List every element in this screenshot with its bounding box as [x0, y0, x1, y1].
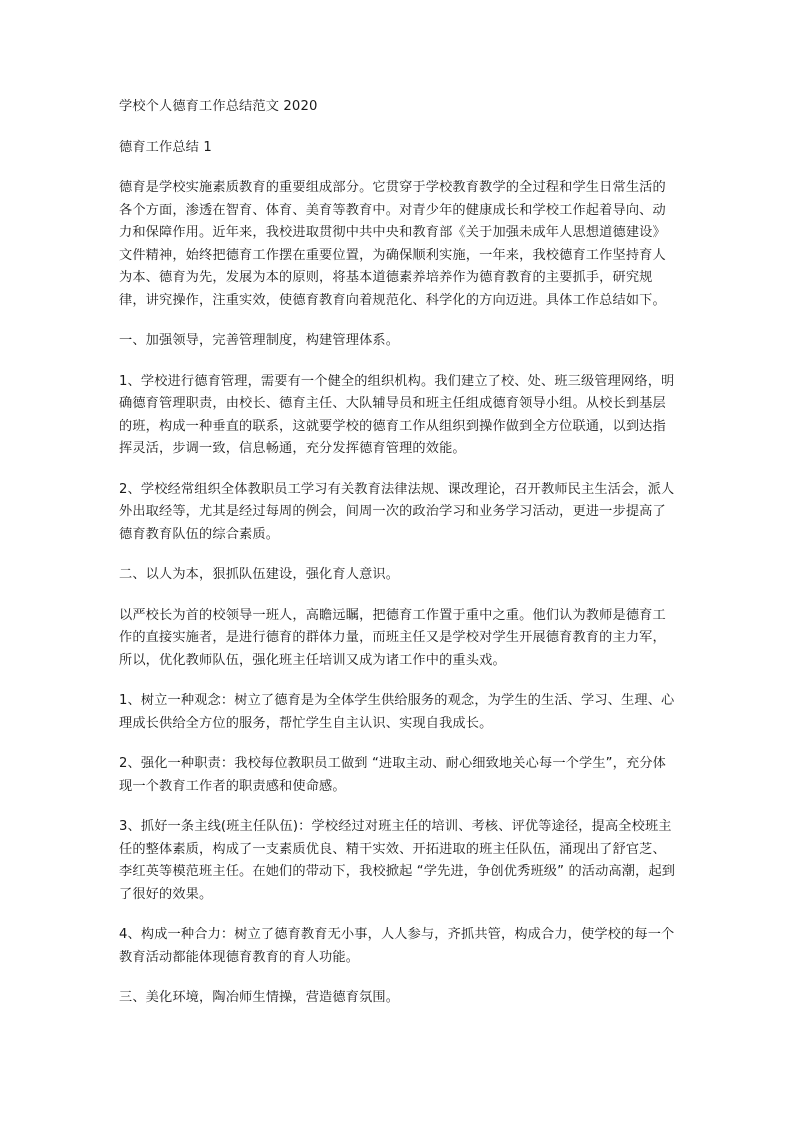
paragraph-2-1: 1、树立一种观念：树立了德育是为全体学生供给服务的观念，为学生的生活、学习、生理、心理成长供给全方位的服务，帮忙学生自主认识、实现自我成长。 [119, 693, 675, 731]
paragraph-2-3: 3、抓好一条主线(班主任队伍)：学校经过对班主任的培训、考核、评优等途径，提高全校班主任的整体素质，构成了一支素质优良、精干实效、开拓进取的班主任队伍，涌现出了舒官芝、李红英等模范班主任。在她们的带动下，我校掀起 “学先进，争创优秀班级” 的活动高潮，起到了很好的效果。 [119, 819, 676, 902]
document-title: 学校个人德育工作总结范文 2020 [119, 99, 318, 114]
section-heading-1: 一、加强领导，完善管理制度，构建管理体系。 [119, 333, 400, 348]
section-heading-3: 三、美化环境，陶冶师生情操，营造德育氛围。 [119, 990, 400, 1005]
paragraph-2-intro: 以严校长为首的校领导一班人，高瞻远瞩，把德育工作置于重中之重。他们认为教师是德育工作的直接实施者，是进行德育的群体力量，而班主任又是学校对学生开展德育教育的主力军，所以，优化教师队伍，强化班主任培训又成为诸工作中的重头戏。 [119, 607, 666, 668]
paragraph-1-1: 1、学校进行德育管理，需要有一个健全的组织机构。我们建立了校、处、班三级管理网络，明确德育管理职责，由校长、德育主任、大队辅导员和班主任组成德育领导小组。从校长到基层的班，构成一种垂直的联系，这就要学校的德育工作从组织到操作做到全方位联通，以到达指挥灵活，步调一致，信息畅通，充分发挥德育管理的效能。 [119, 373, 675, 456]
paragraph-1-2: 2、学校经常组织全体教职员工学习有关教育法律法规、课改理论，召开教师民主生活会，派人外出取经等，尤其是经过每周的例会，间周一次的政治学习和业务学习活动，更进一步提高了德育教育队伍的综合素质。 [119, 481, 675, 542]
document-body [119, 96, 679, 1028]
paragraph-2-2: 2、强化一种职责：我校每位教职员工做到 “进取主动、耐心细致地关心每一个学生”，充分体现一个教育工作者的职责感和使命感。 [119, 756, 667, 794]
paragraph-intro: 德育是学校实施素质教育的重要组成部分。它贯穿于学校教育教学的全过程和学生日常生活的各个方面，渗透在智育、体育、美育等教育中。对青少年的健康成长和学校工作起着导向、动力和保障作用。近年来，我校进取贯彻中共中央和教育部《关于加强未成年人思想道德建设》文件精神，始终把德育工作摆在重要位置，为确保顺利实施，一年来，我校德育工作坚持育人为本、德育为先，发展为本的原则，将基本道德素养培养作为德育教育的主要抓手，研究规律，讲究操作，注重实效，使德育教育向着规范化、科学化的方向迈进。具体工作总结如下。 [119, 180, 666, 308]
paragraph-2-4: 4、构成一种合力：树立了德育教育无小事，人人参与，齐抓共管，构成合力，使学校的每一个教育活动都能体现德育教育的育人功能。 [119, 927, 675, 965]
section-heading: 德育工作总结 1 [119, 139, 212, 155]
section-heading-2: 二、以人为本，狠抓队伍建设，强化育人意识。 [119, 567, 400, 582]
